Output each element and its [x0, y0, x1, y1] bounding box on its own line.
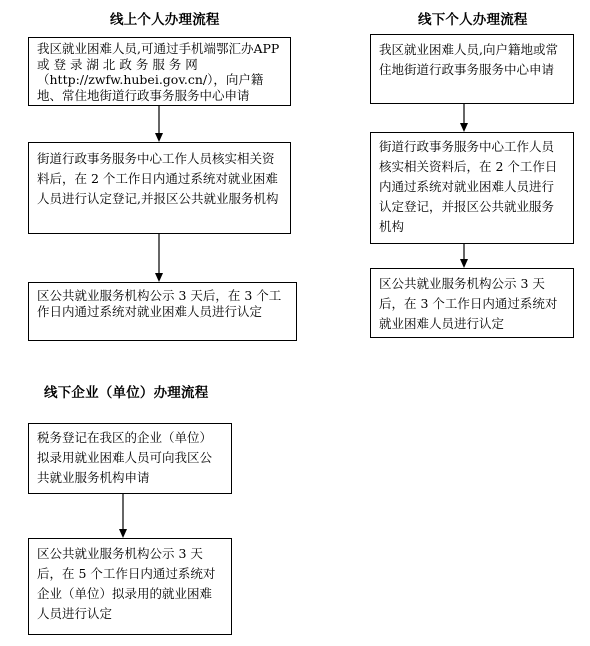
offline-enterprise-arrow-1 [118, 494, 128, 538]
online-step-3-text: 区公共就业服务机构公示 3 天后，在 3 个工作日内通过系统对就业困难人员进行认定 [37, 288, 282, 319]
offline-enterprise-step-2-box [28, 538, 232, 635]
offline-enterprise-step-2-text: 区公共就业服务机构公示 3 天后，在 5 个工作日内通过系统对企业（单位）拟录用的就业困难人员进行认定 [37, 546, 216, 621]
online-arrow-1 [154, 106, 164, 142]
online-arrow-2 [154, 234, 164, 282]
online-flow-title: 线上个人办理流程 [110, 12, 220, 28]
offline-personal-step-1-text: 我区就业困难人员,向户籍地或常住地街道行政事务服务中心申请 [379, 42, 558, 77]
offline-personal-arrow-2 [459, 244, 469, 268]
offline-personal-step-3-box [370, 268, 574, 338]
offline-enterprise-step-1-box [28, 423, 232, 494]
online-step-1-text: 我区就业困难人员,可通过手机端鄂汇办APP 或 登 录 湖 北 政 务 服 务 网（http://zwfw.hubei.gov.cn/），向户籍地、常住地街道行政事务服务中心申请 [37, 41, 280, 103]
offline-personal-step-3-text: 区公共就业服务机构公示 3 天后，在 3 个工作日内通过系统对就业困难人员进行认定 [379, 276, 558, 331]
online-step-2-box [28, 142, 291, 234]
offline-personal-arrow-1 [459, 104, 469, 132]
online-step-1-box [28, 37, 291, 106]
online-step-3-box [28, 282, 297, 341]
offline-enterprise-flow-title: 线下企业（单位）办理流程 [44, 385, 209, 401]
offline-personal-step-1-box [370, 34, 574, 104]
online-step-2-text: 街道行政事务服务中心工作人员核实相关资料后，在 2 个工作日内通过系统对就业困难人员进行认定登记,并报区公共就业服务机构 [37, 151, 279, 206]
offline-enterprise-step-1-text: 税务登记在我区的企业（单位）拟录用就业困难人员可向我区公共就业服务机构申请 [37, 430, 213, 485]
offline-personal-step-2-box [370, 132, 574, 244]
offline-personal-step-2-text: 街道行政事务服务中心工作人员核实相关资料后，在 2 个工作日内通过系统对就业困难人员进行认定登记，并报区公共就业服务机构 [379, 139, 558, 234]
offline-personal-flow-title: 线下个人办理流程 [418, 12, 528, 28]
